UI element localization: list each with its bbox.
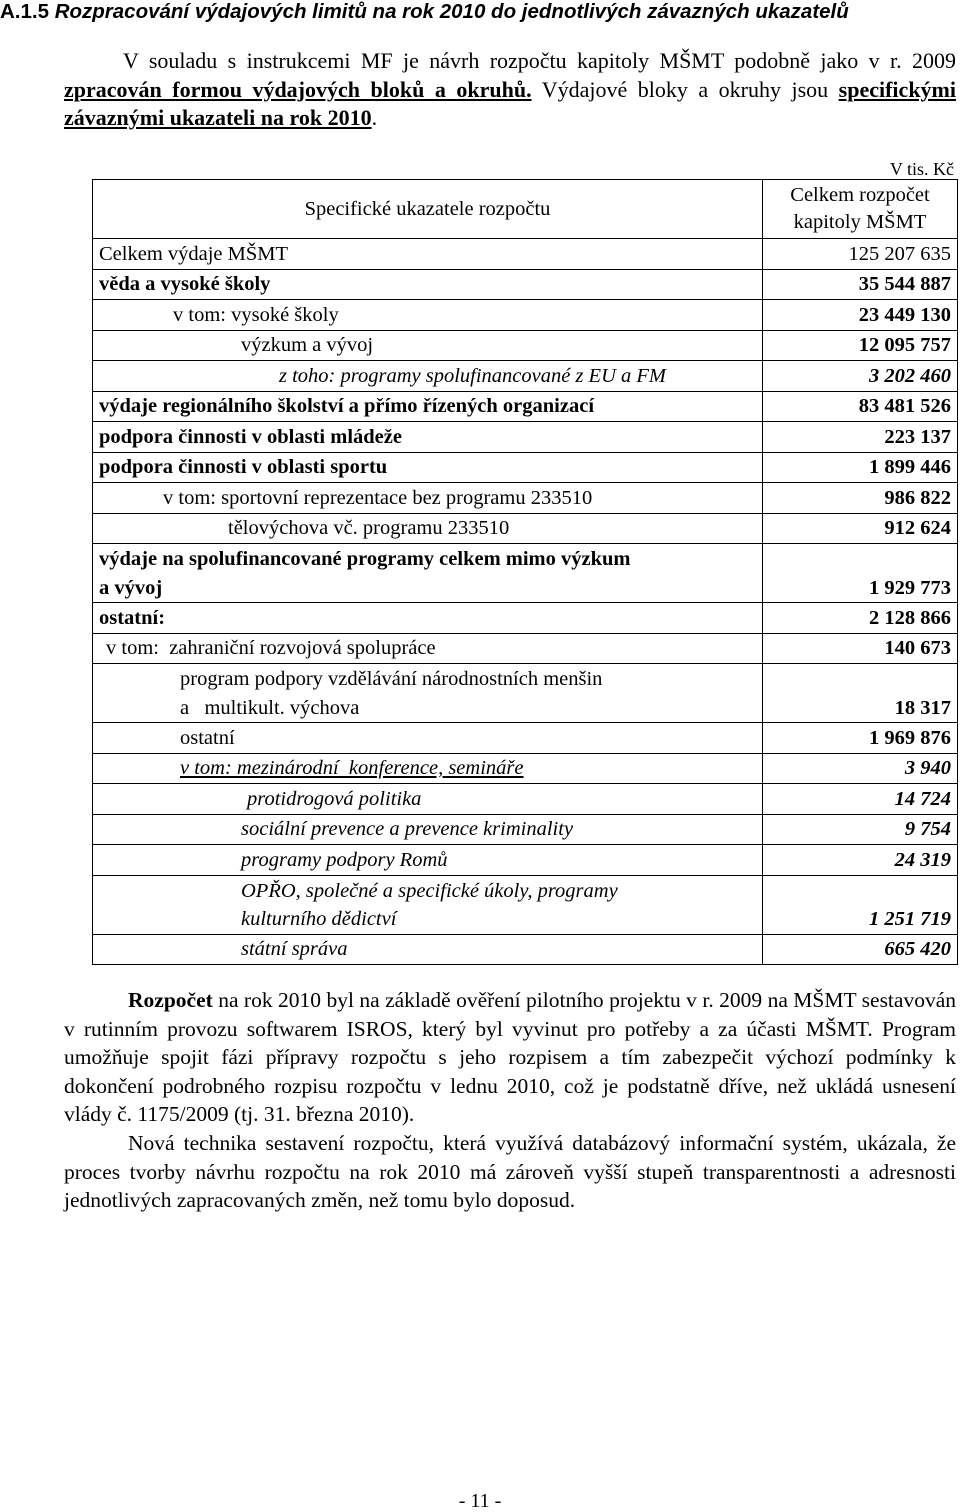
row-label: tělovýchova vč. programu 233510: [93, 513, 763, 544]
row-label-line2: a vývoj: [99, 576, 163, 599]
table-row: [93, 814, 958, 845]
header-label: Specifické ukazatele rozpočtu: [93, 180, 763, 239]
row-value: 35 544 887: [763, 269, 958, 300]
row-label-text: v tom: mezinárodní konference, semináře: [180, 757, 524, 779]
table-row: [93, 723, 958, 754]
row-label-line2: kulturního dědictví: [241, 908, 397, 930]
row-value: 1 251 719: [763, 875, 958, 934]
table-row: [93, 753, 958, 784]
row-label: výzkum a vývoj: [93, 330, 763, 361]
table-row: [93, 784, 958, 815]
row-value: 24 319: [763, 845, 958, 876]
row-label: [93, 875, 763, 934]
table-row: [93, 875, 958, 934]
budget-table: [92, 179, 958, 965]
row-value: 1 929 773: [763, 544, 958, 603]
row-value: 23 449 130: [763, 300, 958, 331]
table-row: [93, 633, 958, 664]
row-label: sociální prevence a prevence kriminality: [93, 814, 763, 845]
row-label: podpora činnosti v oblasti sportu: [93, 452, 763, 483]
row-label: podpora činnosti v oblasti mládeže: [93, 422, 763, 453]
row-value: 986 822: [763, 483, 958, 514]
row-value: 3 940: [763, 753, 958, 784]
intro-paragraph: [64, 47, 956, 133]
table-row: [93, 544, 958, 603]
intro-bold-2: specifickými závaznými ukazateli na rok 2010: [64, 76, 956, 130]
row-label: programy podpory Romů: [93, 845, 763, 876]
intro-text-1: V souladu s instrukcemi MF je návrh rozpočtu kapitoly MŠMT podobně jako v r. 2009: [123, 48, 956, 73]
row-value: 9 754: [763, 814, 958, 845]
table-row: [93, 934, 958, 965]
table-header-row: [93, 180, 958, 239]
row-label-line1: výdaje na spolufinancované programy celkem mimo výzkum: [99, 548, 631, 570]
table-row: [93, 391, 958, 422]
row-label: protidrogová politika: [93, 784, 763, 815]
row-value: 18 317: [763, 664, 958, 723]
row-value: 665 420: [763, 934, 958, 965]
row-label-line1: program podpory vzdělávání národnostních menšin: [180, 668, 603, 690]
row-label: Celkem výdaje MŠMT: [93, 239, 763, 270]
row-value: 12 095 757: [763, 330, 958, 361]
section-number: A.1.5: [0, 0, 49, 23]
row-label-line2: a multikult. výchova: [180, 696, 360, 719]
closing-paragraph-1: [64, 986, 956, 1129]
header-value-line1: Celkem rozpočet: [790, 184, 930, 206]
row-label: v tom: sportovní reprezentace bez programu 233510: [93, 483, 763, 514]
section-heading: [0, 0, 958, 24]
intro-text-2: Výdajové bloky a okruhy jsou: [531, 76, 839, 102]
row-label: věda a vysoké školy: [93, 269, 763, 300]
row-value: 125 207 635: [763, 239, 958, 270]
row-value: 1 899 446: [763, 452, 958, 483]
table-row: [93, 845, 958, 876]
row-label: ostatní: [93, 723, 763, 754]
closing-bold-word: Rozpočet: [128, 988, 213, 1012]
closing-text: [64, 986, 956, 1215]
table-row: [93, 452, 958, 483]
table-row: [93, 422, 958, 453]
closing-p1-text: na rok 2010 byl na základě ověření pilotního projektu v r. 2009 na MŠMT sestavován v rutinním provozu softwarem ISROS, který byl vyvinut pro potřeby a za účasti MŠMT. Program umožňuje spojit fázi přípravy rozpočtu s jeho rozpisem a tím zabezpečit výchozí podmínky k dokončení podrobného rozpisu rozpočtu v lednu 2010, což je podstatně dříve, než ukládá usnesení vlády č. 1175/2009 (tj. 31. března 2010).: [64, 988, 956, 1127]
table-row: [93, 664, 958, 723]
row-label: v tom: vysoké školy: [93, 300, 763, 331]
header-value-line2: kapitoly MŠMT: [793, 211, 927, 233]
unit-label: V tis. Kč: [889, 159, 954, 179]
row-value: 223 137: [763, 422, 958, 453]
table-row: [93, 513, 958, 544]
table-row: [93, 361, 958, 392]
table-row: [93, 300, 958, 331]
row-label: státní správa: [93, 934, 763, 965]
table-row: [93, 483, 958, 514]
row-label: z toho: programy spolufinancované z EU a FM: [93, 361, 763, 392]
row-label: výdaje regionálního školství a přímo řízených organizací: [93, 391, 763, 422]
section-title: Rozpracování výdajových limitů na rok 2010 do jednotlivých závazných ukazatelů: [54, 0, 849, 23]
row-value: 14 724: [763, 784, 958, 815]
row-value: 2 128 866: [763, 603, 958, 634]
intro-text-3: .: [371, 105, 378, 130]
row-label: [93, 753, 763, 784]
row-value: 3 202 460: [763, 361, 958, 392]
row-label: [93, 664, 763, 723]
row-label: ostatní:: [93, 603, 763, 634]
intro-bold-1: zpracován formou výdajových bloků a okruhů.: [64, 76, 532, 102]
closing-paragraph-2: Nová technika sestavení rozpočtu, která využívá databázový informační systém, ukázala, že proces tvorby návrhu rozpočtu na rok 2010 má zároveň vyšší stupeň transparentnosti a adresnosti jednotlivých zapracovaných změn, než tomu bylo doposud.: [64, 1130, 956, 1213]
table-row: [93, 269, 958, 300]
table-row: [93, 603, 958, 634]
row-value: 83 481 526: [763, 391, 958, 422]
header-value: [763, 180, 958, 239]
row-label-line1: OPŘO, společné a specifické úkoly, programy: [241, 879, 618, 902]
row-label: [93, 544, 763, 603]
table-row: [93, 239, 958, 270]
page-number: - 11 -: [458, 1490, 502, 1512]
row-value: 140 673: [763, 633, 958, 664]
table-row: [93, 330, 958, 361]
row-value: 1 969 876: [763, 723, 958, 754]
row-value: 912 624: [763, 513, 958, 544]
row-label: v tom: zahraniční rozvojová spolupráce: [93, 633, 763, 664]
